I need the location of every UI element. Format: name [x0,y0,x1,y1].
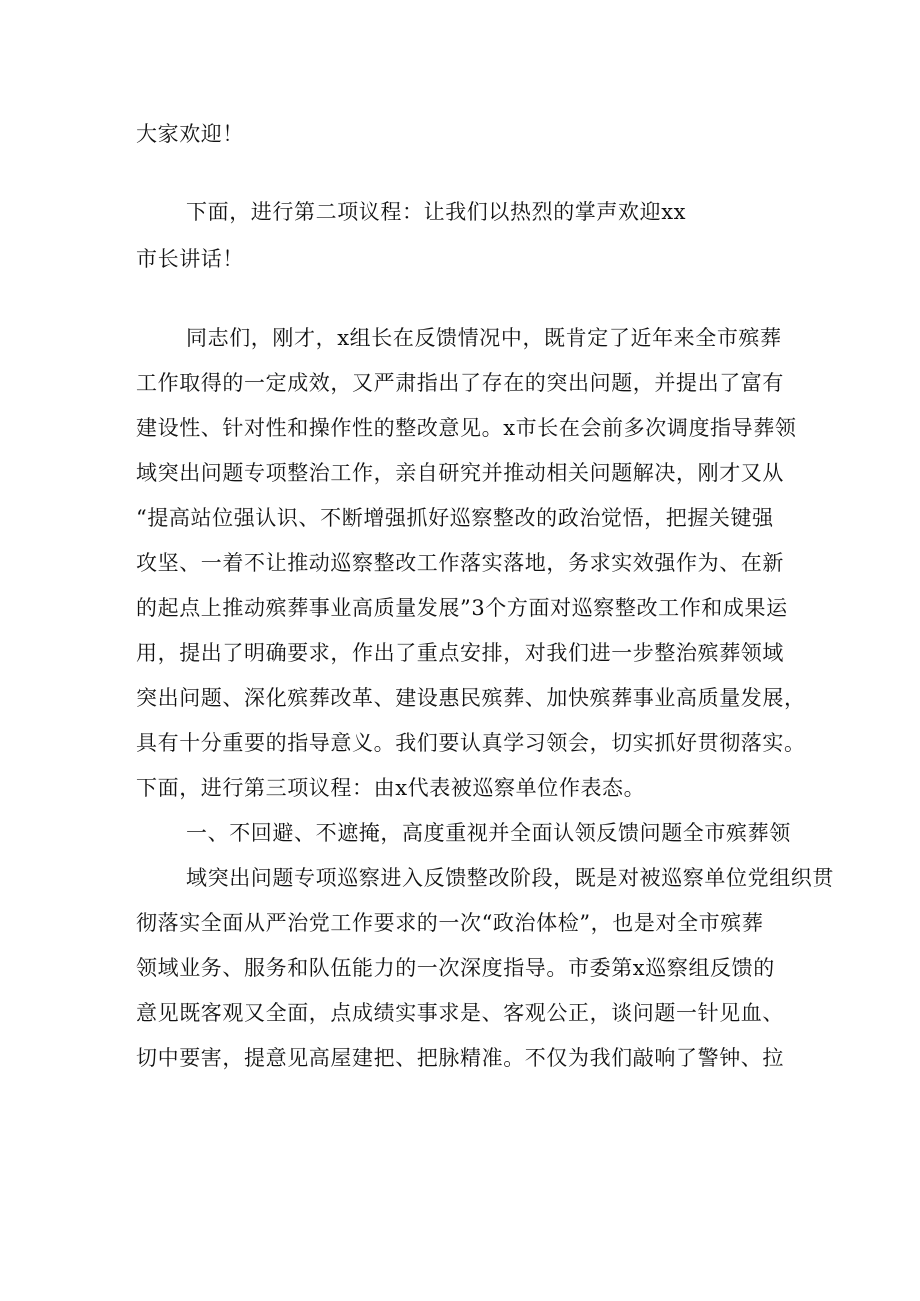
text-line: 攻坚、一着不让推动巡察整改工作落实落地，务求实效强作为、在新 [136,551,784,575]
text-line: 同志们，刚才，x组长在反馈情况中，既肯定了近年来全市殡葬 [186,326,782,350]
text-line: 的起点上推动殡葬事业高质量发展”3个方面对巡察整改工作和成果运 [136,596,788,620]
text-line: 域突出问题专项整治工作，亲自研究并推动相关问题解决，刚才又从 [136,461,784,485]
text-line: “提高站位强认识、不断增强抓好巡察整改的政治觉悟，把握关键强 [136,506,774,530]
text-line: 切中要害，提意见高屋建把、把脉精准。不仅为我们敲响了警钟、拉 [136,1046,784,1070]
text-line: 大家欢迎！ [136,122,244,146]
text-line: 领域业务、服务和队伍能力的一次深度指导。市委第x巡察组反馈的 [136,956,775,980]
text-line: 用，提出了明确要求，作出了重点安排，对我们进一步整治殡葬领域 [136,641,784,665]
text-line: 彻落实全面从严治党工作要求的一次“政治体检”，也是对全市殡葬 [136,911,764,935]
text-line: 下面，进行第二项议程：让我们以热烈的掌声欢迎xx [186,200,687,224]
text-line: 意见既客观又全面，点成绩实事求是、客观公正，谈问题一针见血、 [136,1001,784,1025]
text-line: 下面，进行第三项议程：由x代表被巡察单位作表态。 [136,776,646,800]
text-line: 具有十分重要的指导意义。我们要认真学习领会，切实抓好贯彻落实。 [136,731,806,755]
text-line: 市长讲话！ [136,247,244,271]
text-line: 一、不回避、不遮掩，高度重视并全面认领反馈问题全市殡葬领 [186,821,791,845]
text-line: 域突出问题专项巡察进入反馈整改阶段，既是对被巡察单位党组织贯 [186,866,834,890]
text-line: 工作取得的一定成效，又严肃指出了存在的突出问题，并提出了富有 [136,371,784,395]
text-line: 突出问题、深化殡葬改革、建设惠民殡葬、加快殡葬事业高质量发展， [136,686,806,710]
text-line: 建设性、针对性和操作性的整改意见。x市长在会前多次调度指导葬领 [136,416,797,440]
